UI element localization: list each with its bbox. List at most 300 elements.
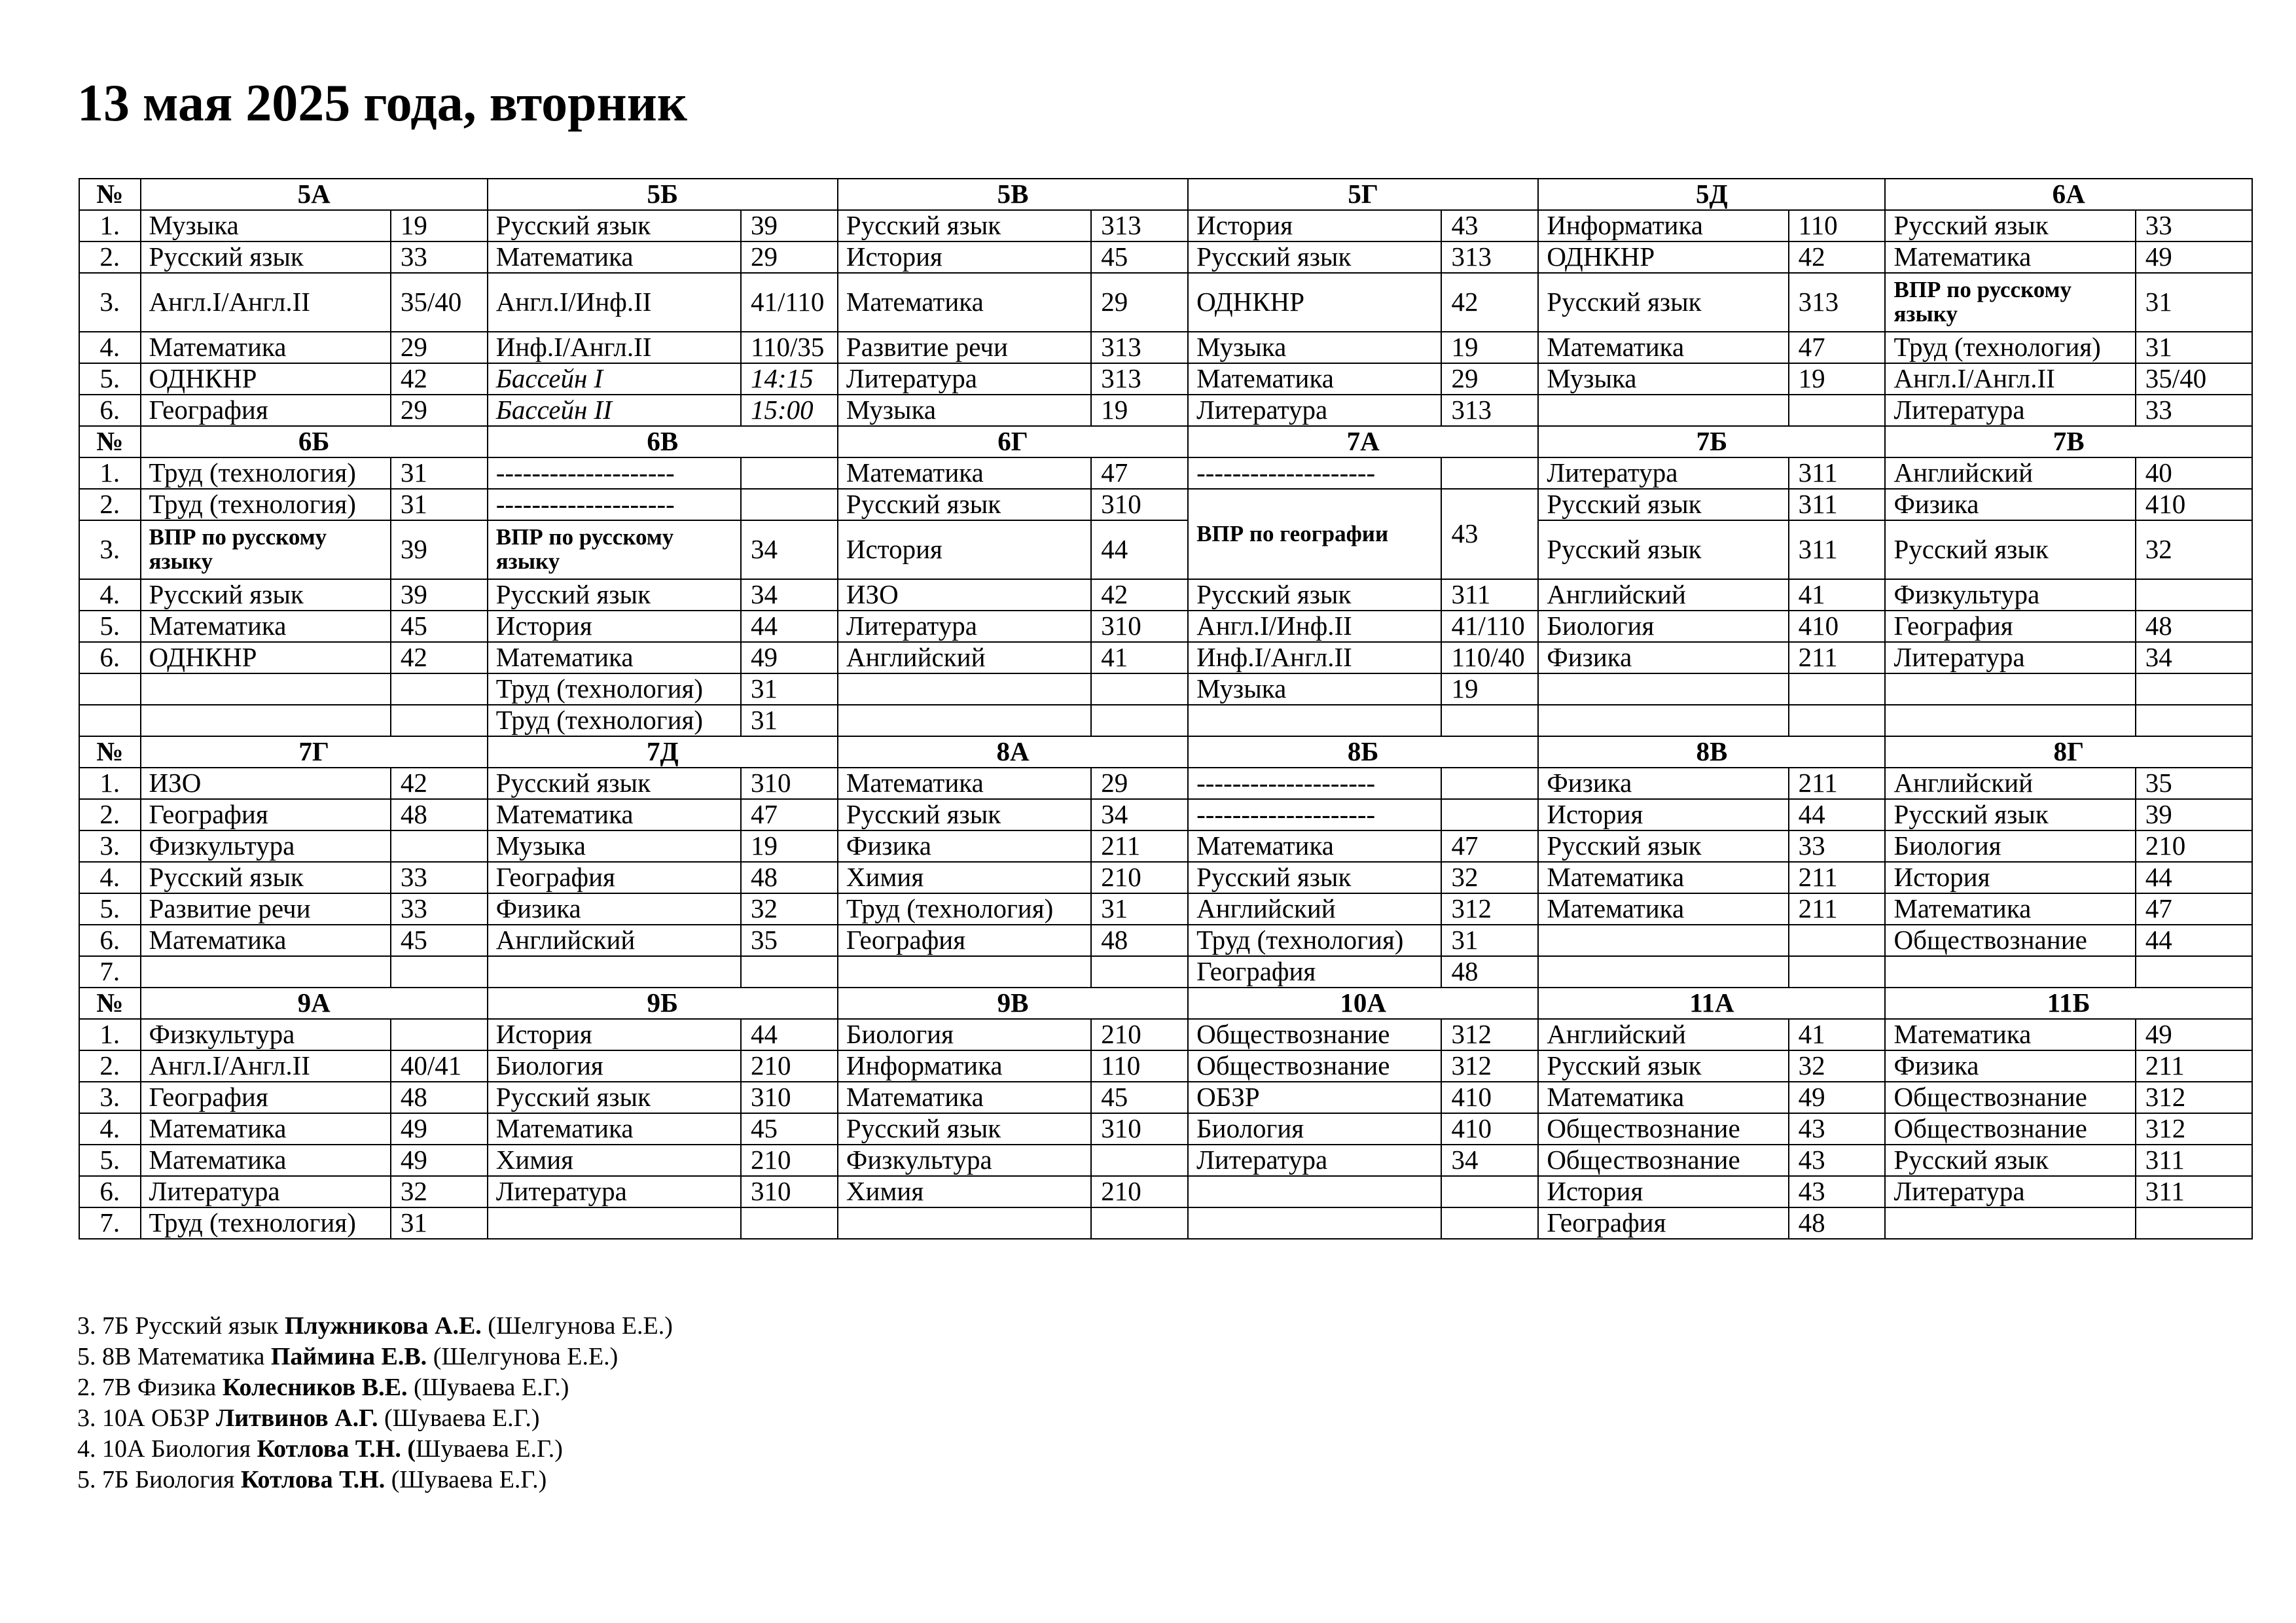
subject-cell xyxy=(488,956,741,988)
room-cell: 410 xyxy=(1441,1113,1538,1145)
subject-cell: Математика xyxy=(141,1145,391,1176)
room-cell: 44 xyxy=(1789,799,1886,830)
subject-cell: Математика xyxy=(1538,862,1788,893)
room-cell: 34 xyxy=(2136,642,2252,673)
room-cell: 313 xyxy=(1091,363,1188,395)
room-cell: 41 xyxy=(1789,579,1886,611)
lesson-number: 1. xyxy=(79,1019,141,1050)
number-header: № xyxy=(79,988,141,1019)
lesson-number: 4. xyxy=(79,862,141,893)
lesson-row xyxy=(79,489,2252,520)
room-cell: 48 xyxy=(1091,925,1188,956)
lesson-row xyxy=(79,273,2252,332)
room-cell: 43 xyxy=(1789,1113,1886,1145)
subject-cell: Английский xyxy=(1885,768,2135,799)
subject-cell: Русский язык xyxy=(1885,520,2135,579)
subject-cell: География xyxy=(1538,1207,1788,1239)
room-cell xyxy=(1091,1207,1188,1239)
class-header-6Б: 6Б xyxy=(141,426,488,457)
page-title: 13 мая 2025 года, вторник xyxy=(77,75,687,132)
subject-cell: Физика xyxy=(1538,768,1788,799)
subject-cell: Русский язык xyxy=(488,210,741,241)
subject-cell: Физкультура xyxy=(1885,579,2135,611)
note-replaced-teacher: (Шуваева Е.Г.) xyxy=(385,1466,547,1493)
room-cell xyxy=(2136,673,2252,705)
lesson-number: 3. xyxy=(79,520,141,579)
room-cell: 31 xyxy=(2136,332,2252,363)
subject-cell xyxy=(141,956,391,988)
room-cell: 47 xyxy=(1441,830,1538,862)
class-header-row xyxy=(79,179,2252,210)
subject-cell: Математика xyxy=(838,457,1091,489)
room-cell: 39 xyxy=(391,579,488,611)
room-cell: 410 xyxy=(1789,611,1886,642)
lesson-number: 6. xyxy=(79,1176,141,1207)
note-teacher: Колесников В.Е. xyxy=(222,1374,408,1401)
room-cell: 311 xyxy=(1789,520,1886,579)
class-header-5Д: 5Д xyxy=(1538,179,1885,210)
number-header: № xyxy=(79,736,141,768)
schedule-table xyxy=(79,178,2253,1240)
subject-cell: -------------------- xyxy=(1188,799,1441,830)
room-cell: 45 xyxy=(741,1113,838,1145)
room-cell xyxy=(391,956,488,988)
room-cell xyxy=(741,489,838,520)
room-cell: 31 xyxy=(391,1207,488,1239)
room-cell xyxy=(2136,705,2252,736)
class-header-7А: 7А xyxy=(1188,426,1538,457)
subject-cell: Литература xyxy=(1538,457,1788,489)
room-cell: 312 xyxy=(2136,1082,2252,1113)
lesson-row xyxy=(79,1113,2252,1145)
subject-cell: История xyxy=(488,1019,741,1050)
room-cell: 48 xyxy=(1789,1207,1886,1239)
room-cell: 47 xyxy=(1789,332,1886,363)
lesson-number: 1. xyxy=(79,768,141,799)
lesson-row xyxy=(79,579,2252,611)
note-lesson: 5. 7Б Биология xyxy=(77,1466,241,1493)
subject-cell: Обществознание xyxy=(1538,1113,1788,1145)
room-cell: 41 xyxy=(1789,1019,1886,1050)
room-cell: 310 xyxy=(741,768,838,799)
class-header-6А: 6А xyxy=(1885,179,2252,210)
subject-cell: Бассейн I xyxy=(488,363,741,395)
subject-cell: Обществознание xyxy=(1188,1050,1441,1082)
subject-cell: Русский язык xyxy=(1188,241,1441,273)
room-cell: 32 xyxy=(741,893,838,925)
subject-cell: Русский язык xyxy=(1885,210,2135,241)
lesson-row xyxy=(79,705,2252,736)
substitution-note xyxy=(77,1311,673,1342)
room-cell: 48 xyxy=(391,799,488,830)
note-replaced-teacher: (Шелгунова Е.Е.) xyxy=(427,1343,619,1370)
note-teacher: Литвинов А.Г. xyxy=(215,1404,378,1432)
subject-cell: Английский xyxy=(1188,893,1441,925)
room-cell: 43 xyxy=(1441,210,1538,241)
room-cell: 33 xyxy=(391,862,488,893)
subject-cell: ОДНКНР xyxy=(1538,241,1788,273)
subject-cell: Обществознание xyxy=(1885,925,2135,956)
room-cell: 49 xyxy=(741,642,838,673)
room-cell: 43 xyxy=(1441,489,1538,579)
lesson-number: 2. xyxy=(79,241,141,273)
room-cell: 210 xyxy=(2136,830,2252,862)
lesson-row xyxy=(79,241,2252,273)
subject-cell: Обществознание xyxy=(1538,1145,1788,1176)
subject-cell xyxy=(141,673,391,705)
room-cell: 310 xyxy=(1091,611,1188,642)
room-cell: 42 xyxy=(1441,273,1538,332)
subject-cell: Труд (технология) xyxy=(141,489,391,520)
subject-cell: Математика xyxy=(1188,363,1441,395)
room-cell: 34 xyxy=(741,579,838,611)
subject-cell: Физика xyxy=(838,830,1091,862)
room-cell: 41 xyxy=(1091,642,1188,673)
room-cell: 33 xyxy=(2136,395,2252,426)
subject-cell: Физкультура xyxy=(141,830,391,862)
subject-cell: Литература xyxy=(1885,642,2135,673)
subject-cell: Физика xyxy=(488,893,741,925)
room-cell: 48 xyxy=(391,1082,488,1113)
subject-cell: Труд (технология) xyxy=(141,457,391,489)
room-cell xyxy=(1441,705,1538,736)
room-cell: 31 xyxy=(391,457,488,489)
subject-cell: ОДНКНР xyxy=(141,363,391,395)
subject-cell xyxy=(1538,956,1788,988)
lesson-row xyxy=(79,799,2252,830)
room-cell xyxy=(2136,956,2252,988)
room-cell: 312 xyxy=(1441,893,1538,925)
room-cell: 48 xyxy=(1441,956,1538,988)
room-cell xyxy=(1441,799,1538,830)
subject-cell: История xyxy=(1538,1176,1788,1207)
room-cell xyxy=(1789,705,1886,736)
subject-cell: Химия xyxy=(488,1145,741,1176)
room-cell: 310 xyxy=(741,1176,838,1207)
subject-cell: Математика xyxy=(141,611,391,642)
lesson-number: 6. xyxy=(79,925,141,956)
room-cell xyxy=(391,830,488,862)
room-cell: 39 xyxy=(741,210,838,241)
lesson-number: 3. xyxy=(79,830,141,862)
room-cell: 40/41 xyxy=(391,1050,488,1082)
lesson-number: 7. xyxy=(79,1207,141,1239)
lesson-row xyxy=(79,642,2252,673)
room-cell: 34 xyxy=(1091,799,1188,830)
subject-cell: Математика xyxy=(838,1082,1091,1113)
subject-cell: Физкультура xyxy=(838,1145,1091,1176)
subject-cell: История xyxy=(838,241,1091,273)
subject-cell: География xyxy=(141,799,391,830)
lesson-number: 6. xyxy=(79,642,141,673)
subject-cell: Математика xyxy=(141,925,391,956)
room-cell: 310 xyxy=(1091,1113,1188,1145)
room-cell xyxy=(1441,457,1538,489)
room-cell: 110/35 xyxy=(741,332,838,363)
subject-cell: Английский xyxy=(1538,1019,1788,1050)
class-header-8В: 8В xyxy=(1538,736,1885,768)
room-cell: 44 xyxy=(2136,862,2252,893)
subject-cell: Бассейн II xyxy=(488,395,741,426)
lesson-row xyxy=(79,1145,2252,1176)
subject-cell: Английский xyxy=(1538,579,1788,611)
note-teacher: Плужникова А.Е. xyxy=(284,1312,482,1340)
note-lesson: 5. 8В Математика xyxy=(77,1343,271,1370)
subject-cell: Англ.I/Англ.II xyxy=(141,273,391,332)
subject-cell: Русский язык xyxy=(488,768,741,799)
room-cell xyxy=(1789,673,1886,705)
subject-cell: Русский язык xyxy=(1885,799,2135,830)
class-header-5Г: 5Г xyxy=(1188,179,1538,210)
lesson-row xyxy=(79,925,2252,956)
subject-cell xyxy=(1885,956,2135,988)
room-cell: 31 xyxy=(741,705,838,736)
lesson-row xyxy=(79,611,2252,642)
room-cell: 47 xyxy=(741,799,838,830)
subject-cell: Физика xyxy=(1538,642,1788,673)
room-cell: 42 xyxy=(391,768,488,799)
subject-cell: Обществознание xyxy=(1885,1082,2135,1113)
lesson-row xyxy=(79,457,2252,489)
room-cell: 45 xyxy=(391,925,488,956)
lesson-row xyxy=(79,395,2252,426)
room-cell: 42 xyxy=(391,642,488,673)
class-header-11Б: 11Б xyxy=(1885,988,2252,1019)
subject-cell: Информатика xyxy=(838,1050,1091,1082)
subject-cell: Математика xyxy=(141,1113,391,1145)
subject-cell: Математика xyxy=(1885,893,2135,925)
room-cell: 311 xyxy=(1789,457,1886,489)
room-cell: 110 xyxy=(1091,1050,1188,1082)
room-cell xyxy=(1441,768,1538,799)
note-lesson: 2. 7В Физика xyxy=(77,1374,223,1401)
room-cell: 15:00 xyxy=(741,395,838,426)
subject-cell: Русский язык xyxy=(1538,520,1788,579)
room-cell: 14:15 xyxy=(741,363,838,395)
subject-cell xyxy=(1538,395,1788,426)
subject-cell: Физика xyxy=(1885,1050,2135,1082)
room-cell: 47 xyxy=(1091,457,1188,489)
room-cell: 313 xyxy=(1789,273,1886,332)
subject-cell: Англ.I/Англ.II xyxy=(141,1050,391,1082)
subject-cell: Биология xyxy=(1188,1113,1441,1145)
lesson-number: 2. xyxy=(79,489,141,520)
room-cell: 19 xyxy=(1091,395,1188,426)
room-cell: 312 xyxy=(1441,1019,1538,1050)
room-cell: 40 xyxy=(2136,457,2252,489)
subject-cell: -------------------- xyxy=(488,457,741,489)
substitution-note xyxy=(77,1434,673,1465)
subject-cell: Математика xyxy=(1538,332,1788,363)
subject-cell: Музыка xyxy=(141,210,391,241)
subject-cell: Литература xyxy=(1885,395,2135,426)
subject-cell: Биология xyxy=(838,1019,1091,1050)
subject-cell: Математика xyxy=(1538,893,1788,925)
subject-cell xyxy=(1188,705,1441,736)
number-header: № xyxy=(79,179,141,210)
class-header-7Б: 7Б xyxy=(1538,426,1885,457)
room-cell: 410 xyxy=(1441,1082,1538,1113)
subject-cell: Математика xyxy=(488,241,741,273)
class-header-5Б: 5Б xyxy=(488,179,838,210)
room-cell: 32 xyxy=(1441,862,1538,893)
subject-cell: Инф.I/Англ.II xyxy=(488,332,741,363)
room-cell: 19 xyxy=(1441,673,1538,705)
subject-cell: Обществознание xyxy=(1885,1113,2135,1145)
subject-cell: География xyxy=(141,1082,391,1113)
subject-cell: Физика xyxy=(1885,489,2135,520)
room-cell: 49 xyxy=(2136,241,2252,273)
room-cell: 29 xyxy=(1091,768,1188,799)
room-cell: 19 xyxy=(1441,332,1538,363)
room-cell: 110 xyxy=(1789,210,1886,241)
room-cell: 313 xyxy=(1091,332,1188,363)
room-cell: 29 xyxy=(741,241,838,273)
subject-cell: Труд (технология) xyxy=(141,1207,391,1239)
subject-cell: История xyxy=(1538,799,1788,830)
room-cell: 311 xyxy=(1789,489,1886,520)
class-header-8Г: 8Г xyxy=(1885,736,2252,768)
class-header-9А: 9А xyxy=(141,988,488,1019)
note-replaced-teacher: (Шелгунова Е.Е.) xyxy=(481,1312,673,1340)
substitution-note xyxy=(77,1342,673,1372)
substitution-note xyxy=(77,1403,673,1434)
lesson-row xyxy=(79,862,2252,893)
subject-cell: -------------------- xyxy=(488,489,741,520)
subject-cell: Математика xyxy=(1885,241,2135,273)
class-header-9В: 9В xyxy=(838,988,1188,1019)
room-cell: 29 xyxy=(1091,273,1188,332)
lesson-row xyxy=(79,210,2252,241)
room-cell: 42 xyxy=(1091,579,1188,611)
room-cell: 311 xyxy=(1441,579,1538,611)
subject-cell xyxy=(1188,1207,1441,1239)
lesson-row xyxy=(79,1082,2252,1113)
room-cell: 311 xyxy=(2136,1145,2252,1176)
subject-cell: Русский язык xyxy=(838,210,1091,241)
room-cell: 41/110 xyxy=(1441,611,1538,642)
subject-cell: ВПР по русскому языку xyxy=(141,520,391,579)
lesson-number: 2. xyxy=(79,799,141,830)
room-cell: 311 xyxy=(2136,1176,2252,1207)
room-cell: 47 xyxy=(2136,893,2252,925)
subject-cell: ИЗО xyxy=(838,579,1091,611)
room-cell: 41/110 xyxy=(741,273,838,332)
lesson-row xyxy=(79,768,2252,799)
room-cell: 44 xyxy=(1091,520,1188,579)
subject-cell: ВПР по географии xyxy=(1188,489,1441,579)
subject-cell xyxy=(1885,673,2135,705)
class-header-6Г: 6Г xyxy=(838,426,1188,457)
lesson-number: 4. xyxy=(79,1113,141,1145)
subject-cell: Математика xyxy=(1885,1019,2135,1050)
room-cell: 45 xyxy=(1091,241,1188,273)
subject-cell: ОДНКНР xyxy=(1188,273,1441,332)
note-lesson: 3. 10А ОБЗР xyxy=(77,1404,216,1432)
room-cell: 33 xyxy=(1789,830,1886,862)
subject-cell: Русский язык xyxy=(488,579,741,611)
substitution-note xyxy=(77,1465,673,1495)
room-cell: 29 xyxy=(391,332,488,363)
room-cell: 33 xyxy=(391,893,488,925)
lesson-row xyxy=(79,1019,2252,1050)
room-cell: 19 xyxy=(391,210,488,241)
subject-cell: Инф.I/Англ.II xyxy=(1188,642,1441,673)
subject-cell: География xyxy=(1885,611,2135,642)
lesson-row xyxy=(79,830,2252,862)
room-cell xyxy=(2136,579,2252,611)
subject-cell xyxy=(1538,925,1788,956)
subject-cell: Развитие речи xyxy=(838,332,1091,363)
class-header-5А: 5А xyxy=(141,179,488,210)
room-cell: 48 xyxy=(2136,611,2252,642)
room-cell xyxy=(1091,705,1188,736)
room-cell: 210 xyxy=(1091,1019,1188,1050)
subject-cell: Русский язык xyxy=(1538,273,1788,332)
subject-cell xyxy=(1538,673,1788,705)
room-cell xyxy=(391,673,488,705)
subject-cell: ОБЗР xyxy=(1188,1082,1441,1113)
subject-cell: Физкультура xyxy=(141,1019,391,1050)
subject-cell: Литература xyxy=(141,1176,391,1207)
subject-cell: География xyxy=(1188,956,1441,988)
subject-cell: История xyxy=(1885,862,2135,893)
class-header-5В: 5В xyxy=(838,179,1188,210)
room-cell: 211 xyxy=(1789,862,1886,893)
note-teacher: Котлова Т.Н. xyxy=(240,1466,386,1493)
lesson-row xyxy=(79,1050,2252,1082)
lesson-number: 5. xyxy=(79,893,141,925)
room-cell: 19 xyxy=(741,830,838,862)
room-cell: 312 xyxy=(2136,1113,2252,1145)
room-cell: 29 xyxy=(391,395,488,426)
subject-cell: География xyxy=(838,925,1091,956)
lesson-row xyxy=(79,1207,2252,1239)
note-teacher: Паймина Е.В. xyxy=(270,1343,427,1370)
room-cell xyxy=(1441,1207,1538,1239)
room-cell: 45 xyxy=(391,611,488,642)
subject-cell: Математика xyxy=(838,768,1091,799)
subject-cell: Музыка xyxy=(1538,363,1788,395)
subject-cell xyxy=(838,1207,1091,1239)
class-header-row xyxy=(79,426,2252,457)
room-cell: 313 xyxy=(1091,210,1188,241)
subject-cell: Русский язык xyxy=(838,489,1091,520)
substitution-note xyxy=(77,1372,673,1403)
subject-cell xyxy=(1188,1176,1441,1207)
subject-cell: Биология xyxy=(488,1050,741,1082)
room-cell: 43 xyxy=(1789,1145,1886,1176)
subject-cell: История xyxy=(838,520,1091,579)
lesson-number: 6. xyxy=(79,395,141,426)
subject-cell: Русский язык xyxy=(1538,489,1788,520)
room-cell: 49 xyxy=(391,1113,488,1145)
room-cell: 211 xyxy=(1091,830,1188,862)
subject-cell: Англ.I/Англ.II xyxy=(1885,363,2135,395)
room-cell xyxy=(1441,1176,1538,1207)
note-replaced-teacher: Шуваева Е.Г.) xyxy=(416,1435,563,1463)
subject-cell: Русский язык xyxy=(488,1082,741,1113)
subject-cell: Математика xyxy=(488,642,741,673)
subject-cell: Биология xyxy=(1885,830,2135,862)
room-cell: 211 xyxy=(1789,768,1886,799)
class-header-6В: 6В xyxy=(488,426,838,457)
subject-cell: Литература xyxy=(1188,395,1441,426)
class-header-row xyxy=(79,988,2252,1019)
room-cell: 210 xyxy=(741,1145,838,1176)
subject-cell xyxy=(1538,705,1788,736)
room-cell xyxy=(1789,395,1886,426)
